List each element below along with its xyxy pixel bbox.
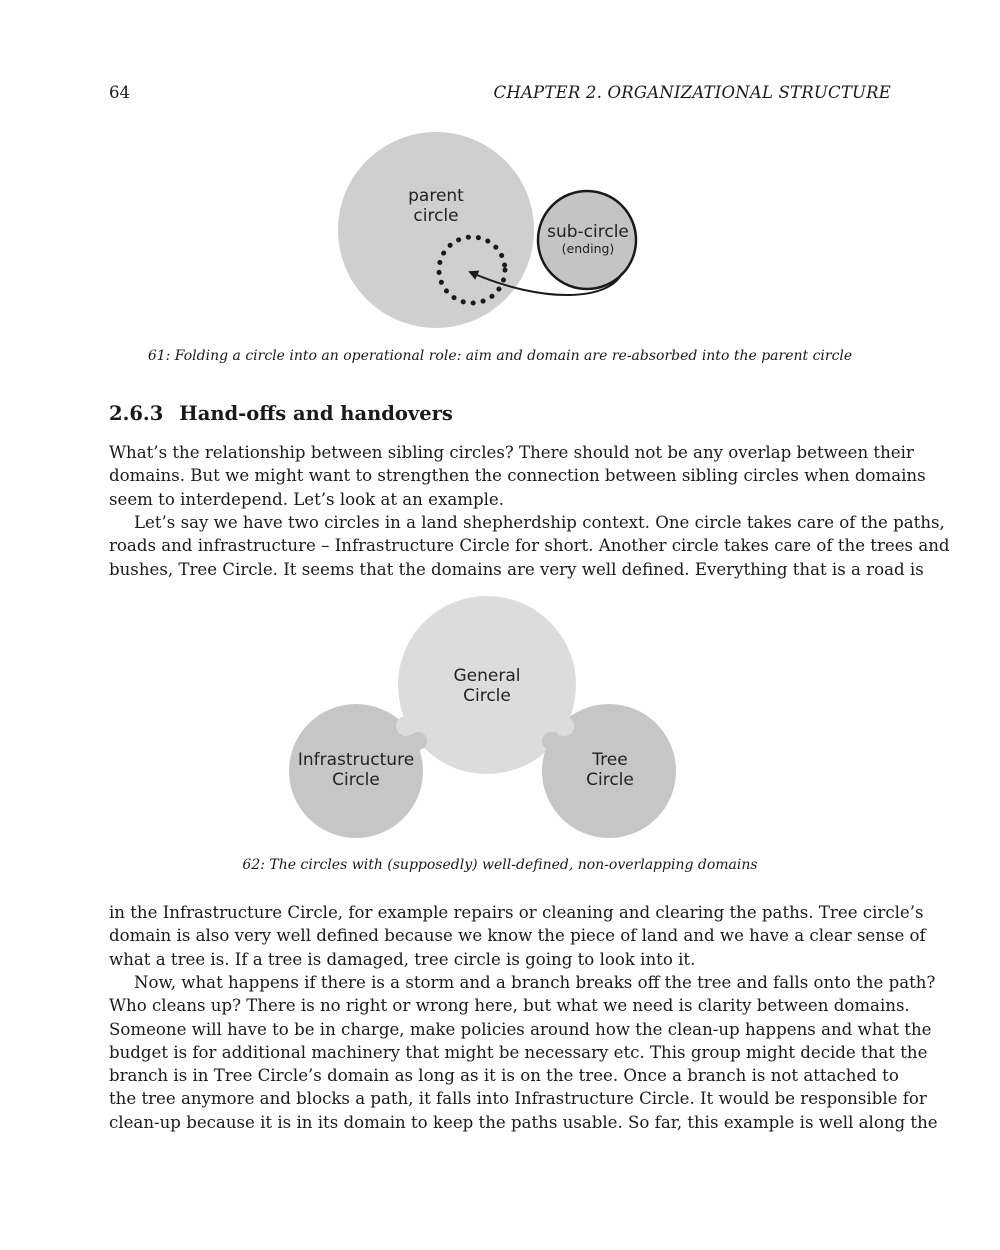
tree-circle-label-1: Tree: [592, 750, 628, 770]
section-title: Hand-offs and handovers: [179, 402, 453, 425]
text-line: Someone will have to be in charge, make policies around how the clean-up happens and what the: [109, 1019, 932, 1039]
figure-62-diagram: [0, 590, 1000, 850]
text-line: what a tree is. If a tree is damaged, tree circle is going to look into it.: [109, 949, 696, 969]
page-number: 64: [109, 83, 130, 102]
sub-circle-label-1: sub-circle: [547, 222, 629, 242]
text-line: Now, what happens if there is a storm and a branch breaks off the tree and falls onto the path?: [134, 973, 936, 992]
text-line: bushes, Tree Circle. It seems that the domains are very well defined. Everything that is a road is: [109, 559, 924, 579]
text-line: domain is also very well defined because we know the piece of land and we have a clear sense of: [109, 926, 926, 946]
right-link-socket: [542, 732, 560, 750]
general-circle-label-2: Circle: [463, 686, 511, 706]
infrastructure-circle-label-1: Infrastructure: [297, 750, 415, 770]
text-line: seem to interdepend. Let’s look at an example.: [109, 489, 504, 509]
text-line: the tree anymore and blocks a path, it falls into Infrastructure Circle. It would be responsible for: [109, 1089, 927, 1109]
paragraph-2: [109, 511, 950, 581]
paragraph-1: [109, 441, 926, 511]
figure-61-diagram: [0, 120, 1000, 340]
left-link-knob: [396, 716, 416, 736]
text-line: roads and infrastructure – Infrastructure Circle for short. Another circle takes care of the trees and: [109, 536, 950, 556]
text-line: What’s the relationship between sibling circles? There should not be any overlap between their: [109, 443, 914, 462]
text-line: clean-up because it is in its domain to keep the paths usable. So far, this example is well along the: [109, 1112, 938, 1132]
page-header: [109, 83, 891, 105]
parent-circle-label-2: circle: [413, 206, 459, 226]
text-line: in the Infrastructure Circle, for example repairs or cleaning and clearing the paths. Tree circle’s: [109, 903, 924, 922]
parent-circle-label-1: parent: [408, 186, 464, 206]
left-link-socket: [409, 732, 427, 750]
paragraph-3: [109, 901, 926, 971]
text-line: domains. But we might want to strengthen the connection between sibling circles when domains: [109, 466, 926, 486]
running-head: CHAPTER 2. ORGANIZATIONAL STRUCTURE: [493, 83, 891, 102]
section-heading: [109, 402, 453, 425]
figure-61-caption: 61: Folding a circle into an operational role: aim and domain are re-absorbed into the parent circle: [147, 348, 853, 364]
right-link-knob: [554, 716, 574, 736]
figure-62-caption: 62: The circles with (supposedly) well-defined, non-overlapping domains: [242, 857, 758, 873]
text-line: budget is for additional machinery that might be necessary etc. This group might decide that the: [109, 1042, 928, 1062]
section-number: 2.6.3: [109, 402, 164, 425]
text-line: Who cleans up? There is no right or wrong here, but what we need is clarity between domains.: [109, 996, 910, 1016]
paragraph-4: [109, 971, 938, 1134]
tree-circle-label-2: Circle: [586, 770, 634, 790]
sub-circle-label-2: (ending): [561, 241, 615, 256]
parent-circle: [338, 132, 534, 328]
text-line: branch is in Tree Circle’s domain as long as it is on the tree. Once a branch is not attached to: [109, 1066, 899, 1086]
text-line: Let’s say we have two circles in a land shepherdship context. One circle takes care of the paths,: [134, 513, 945, 532]
infrastructure-circle-label-2: Circle: [332, 770, 380, 790]
general-circle-label-1: General: [453, 666, 521, 686]
